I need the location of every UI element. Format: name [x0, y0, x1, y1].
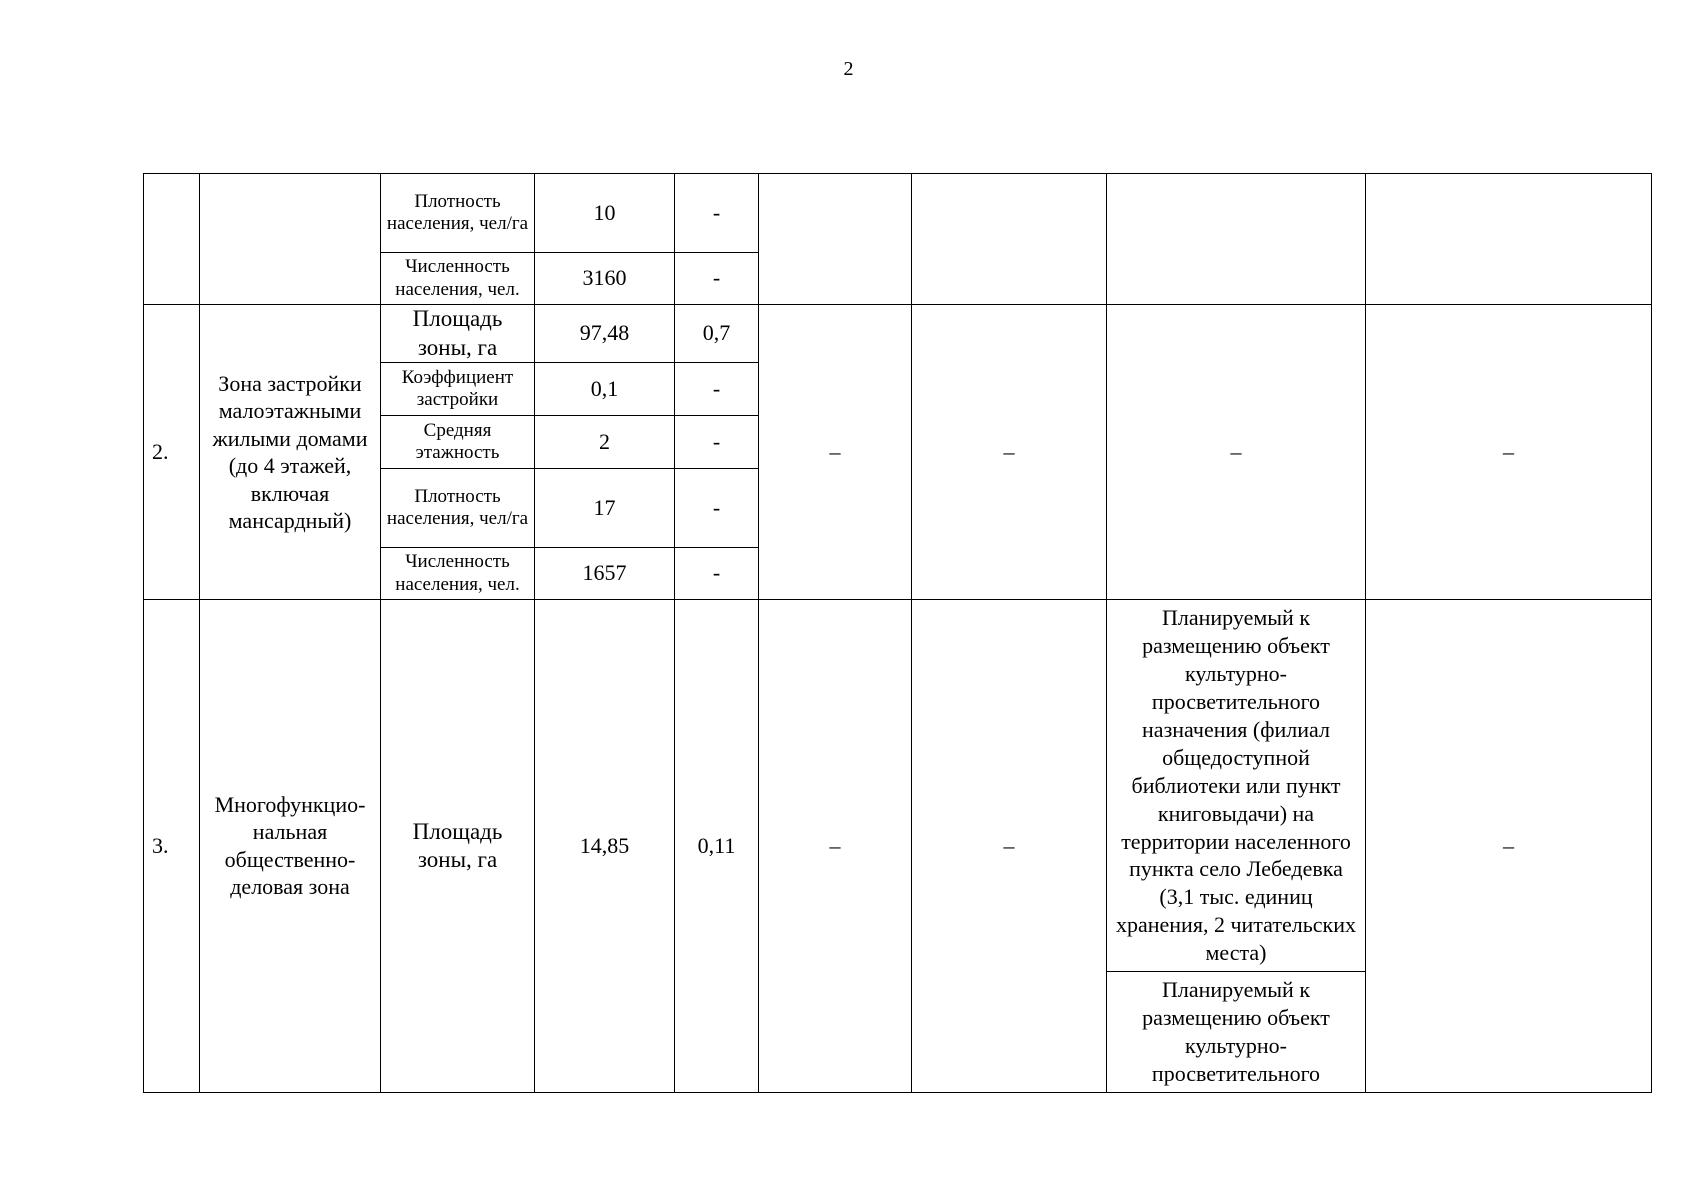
- parameter-value: 17: [535, 469, 675, 548]
- parameter-name: Плотность населения, чел/га: [381, 174, 535, 253]
- zone-name: [200, 174, 381, 305]
- parameter-value: 3160: [535, 253, 675, 305]
- parameter-name: Площадь зоны, га: [381, 305, 535, 363]
- parameter-name: Площадь зоны, га: [381, 600, 535, 1093]
- table-row: [144, 305, 1652, 363]
- parameter-value-2: -: [675, 469, 759, 548]
- parameter-value: 0,1: [535, 363, 675, 416]
- parameter-value-2: 0,11: [675, 600, 759, 1093]
- planned-object-description: Планируемый к размещению объект культурно-просветительного назначения (филиал общедоступной библиотеки или пункт книговыдачи) на территории населенного пункта село Лебедевка (3,1 тыс. единиц хранения, 2 читательских места): [1107, 600, 1366, 972]
- parameter-name: Средняя этажность: [381, 416, 535, 469]
- cell-col7: [912, 174, 1107, 305]
- table-row: [144, 174, 1652, 253]
- cell-col6: [759, 174, 912, 305]
- parameter-value: 2: [535, 416, 675, 469]
- parameter-name: Коэффициент застройки: [381, 363, 535, 416]
- parameter-name: Численность населения, чел.: [381, 253, 535, 305]
- cell-col9: –: [1366, 600, 1652, 1093]
- cell-col9: [1366, 174, 1652, 305]
- parameter-value-2: -: [675, 174, 759, 253]
- row-number: [144, 174, 200, 305]
- zone-name: Многофункцио-нальная общественно-деловая зона: [200, 600, 381, 1093]
- parameter-value: 97,48: [535, 305, 675, 363]
- parameter-value-2: -: [675, 363, 759, 416]
- planned-object-description: Планируемый к размещению объект культурно-просветительного: [1107, 972, 1366, 1093]
- cell-col6: –: [759, 305, 912, 600]
- row-number: 3.: [144, 600, 200, 1093]
- parameter-value: 10: [535, 174, 675, 253]
- parameter-name: Численность населения, чел.: [381, 548, 535, 600]
- parameter-value: 1657: [535, 548, 675, 600]
- cell-col8: –: [1107, 305, 1366, 600]
- table-row: [144, 600, 1652, 972]
- page-number: 2: [843, 58, 854, 80]
- row-number: 2.: [144, 305, 200, 600]
- parameter-value-2: 0,7: [675, 305, 759, 363]
- parameter-value: 14,85: [535, 600, 675, 1093]
- cell-col7: –: [912, 600, 1107, 1093]
- cell-col6: –: [759, 600, 912, 1093]
- cell-col7: –: [912, 305, 1107, 600]
- zones-table: [143, 173, 1652, 1093]
- parameter-value-2: -: [675, 253, 759, 305]
- cell-col9: –: [1366, 305, 1652, 600]
- parameter-value-2: -: [675, 548, 759, 600]
- parameter-name: Плотность населения, чел/га: [381, 469, 535, 548]
- zone-name: Зона застройки малоэтажными жилыми домами (до 4 этажей, включая мансардный): [200, 305, 381, 600]
- parameter-value-2: -: [675, 416, 759, 469]
- cell-col8: [1107, 174, 1366, 305]
